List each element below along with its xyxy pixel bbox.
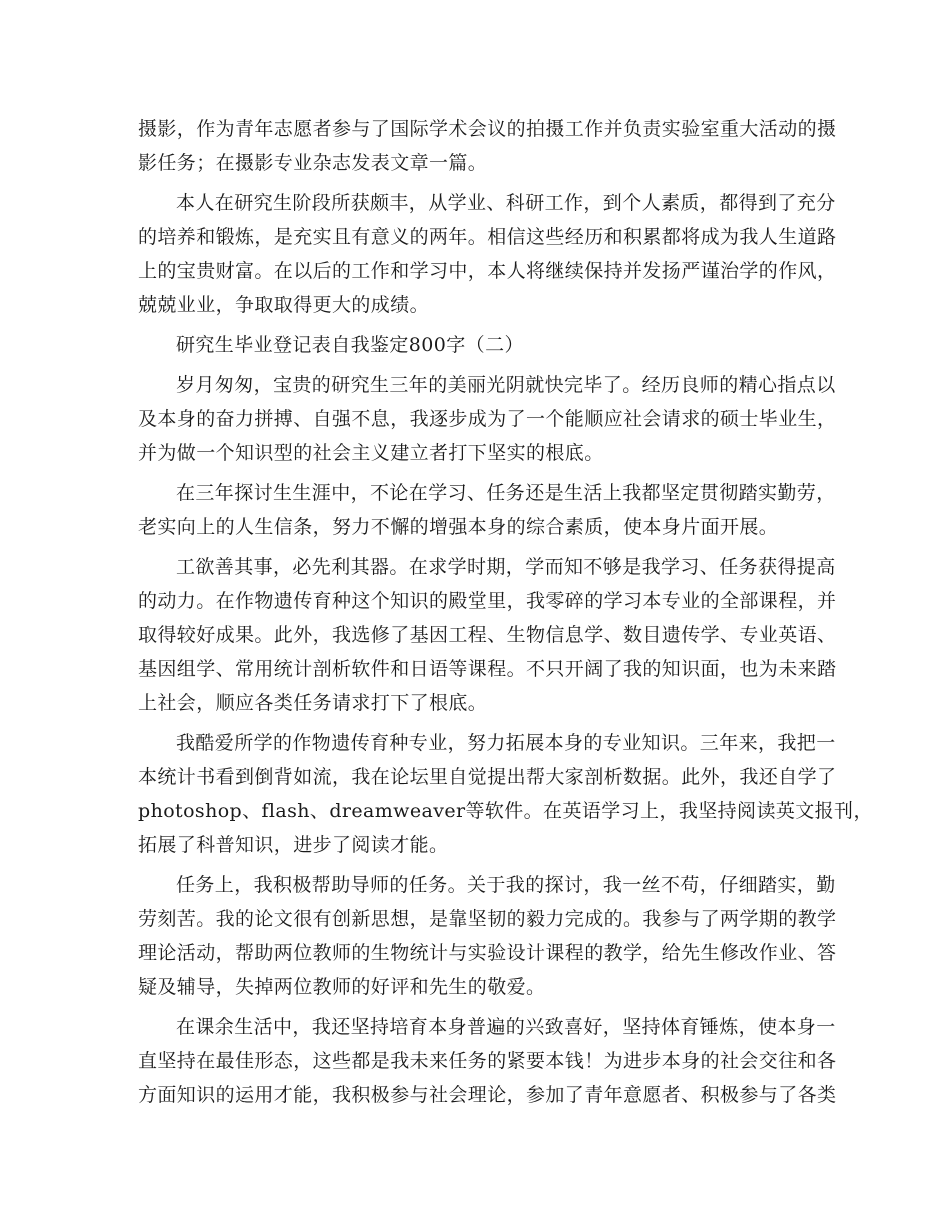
text-line: 直坚持在最佳形态，这些都是我未来任务的紧要本钱！为进步本身的社会交往和各 [138,1050,837,1072]
text-line: 本人在研究生阶段所获颇丰，从学业、科研工作，到个人素质，都得到了充分 [176,192,836,214]
text-line: 老实向上的人生信条，努力不懈的增强本身的综合素质，使本身片面开展。 [138,516,779,538]
text-line: 拓展了科普知识，进步了阅读才能。 [138,834,449,856]
text-line: 本统计书看到倒背如流，我在论坛里自觉提出帮大家剖析数据。此外，我还自学了 [138,766,837,788]
text-line: 岁月匆匆，宝贵的研究生三年的美丽光阴就快完毕了。经历良师的精心指点以 [176,374,836,396]
paragraph [138,112,837,180]
text-line: 疑及辅导，失掉两位教师的好评和先生的敬爱。 [138,976,546,998]
text-line: 方面知识的运用才能，我积极参与社会理论，参加了青年意愿者、积极参与了各类 [138,1084,837,1106]
text-line: 摄影，作为青年志愿者参与了国际学术会议的拍摄工作并负责实验室重大活动的摄 [138,118,837,140]
paragraph [138,368,837,470]
section-heading-text: 研究生毕业登记表自我鉴定800字（二） [176,334,524,356]
section-heading [138,328,814,362]
paragraph [138,550,837,720]
text-line: 并为做一个知识型的社会主义建立者打下坚实的根底。 [138,442,604,464]
text-line: 在课余生活中，我还坚持培育本身普遍的兴致喜好，坚持体育锤炼，使本身一 [176,1016,836,1038]
text-line: 在三年探讨生生涯中，不论在学习、任务还是生活上我都坚定贯彻踏实勤劳， [176,482,836,504]
paragraph [138,868,837,1004]
text-line: 上的宝贵财富。在以后的工作和学习中，本人将继续保持并发扬严谨治学的作风， [138,260,837,282]
text-line: 我酷爱所学的作物遗传育种专业，努力拓展本身的专业知识。三年来，我把一 [176,732,836,754]
text-line: 基因组学、常用统计剖析软件和日语等课程。不只开阔了我的知识面，也为未来踏 [138,658,837,680]
text-line: 影任务；在摄影专业杂志发表文章一篇。 [138,152,488,174]
text-line: 及本身的奋力拼搏、自强不息，我逐步成为了一个能顺应社会请求的硕士毕业生， [138,408,837,430]
text-line: photoshop、flash、dreamweaver等软件。在英语学习上，我坚持阅读英文报刊， [138,800,873,822]
text-line: 上社会，顺应各类任务请求打下了根底。 [138,692,488,714]
text-line: 的培养和锻炼，是充实且有意义的两年。相信这些经历和积累都将成为我人生道路 [138,226,837,248]
text-line: 工欲善其事，必先利其器。在求学时期，学而知不够是我学习、任务获得提高 [176,556,836,578]
text-line: 兢兢业业，争取取得更大的成绩。 [138,294,430,316]
text-line: 理论活动，帮助两位教师的生物统计与实验设计课程的教学，给先生修改作业、答 [138,942,837,964]
paragraph [138,1010,837,1112]
text-line: 取得较好成果。此外，我选修了基因工程、生物信息学、数目遗传学、专业英语、 [138,624,837,646]
text-line: 的动力。在作物遗传育种这个知识的殿堂里，我零碎的学习本专业的全部课程，并 [138,590,837,612]
paragraph [138,476,836,544]
text-line: 任务上，我积极帮助导师的任务。关于我的探讨，我一丝不苟，仔细踏实，勤 [176,874,836,896]
paragraph [138,186,837,322]
text-line: 劳刻苦。我的论文很有创新思想，是靠坚韧的毅力完成的。我参与了两学期的教学 [138,908,837,930]
document-body [138,112,873,1112]
paragraph [138,726,873,862]
